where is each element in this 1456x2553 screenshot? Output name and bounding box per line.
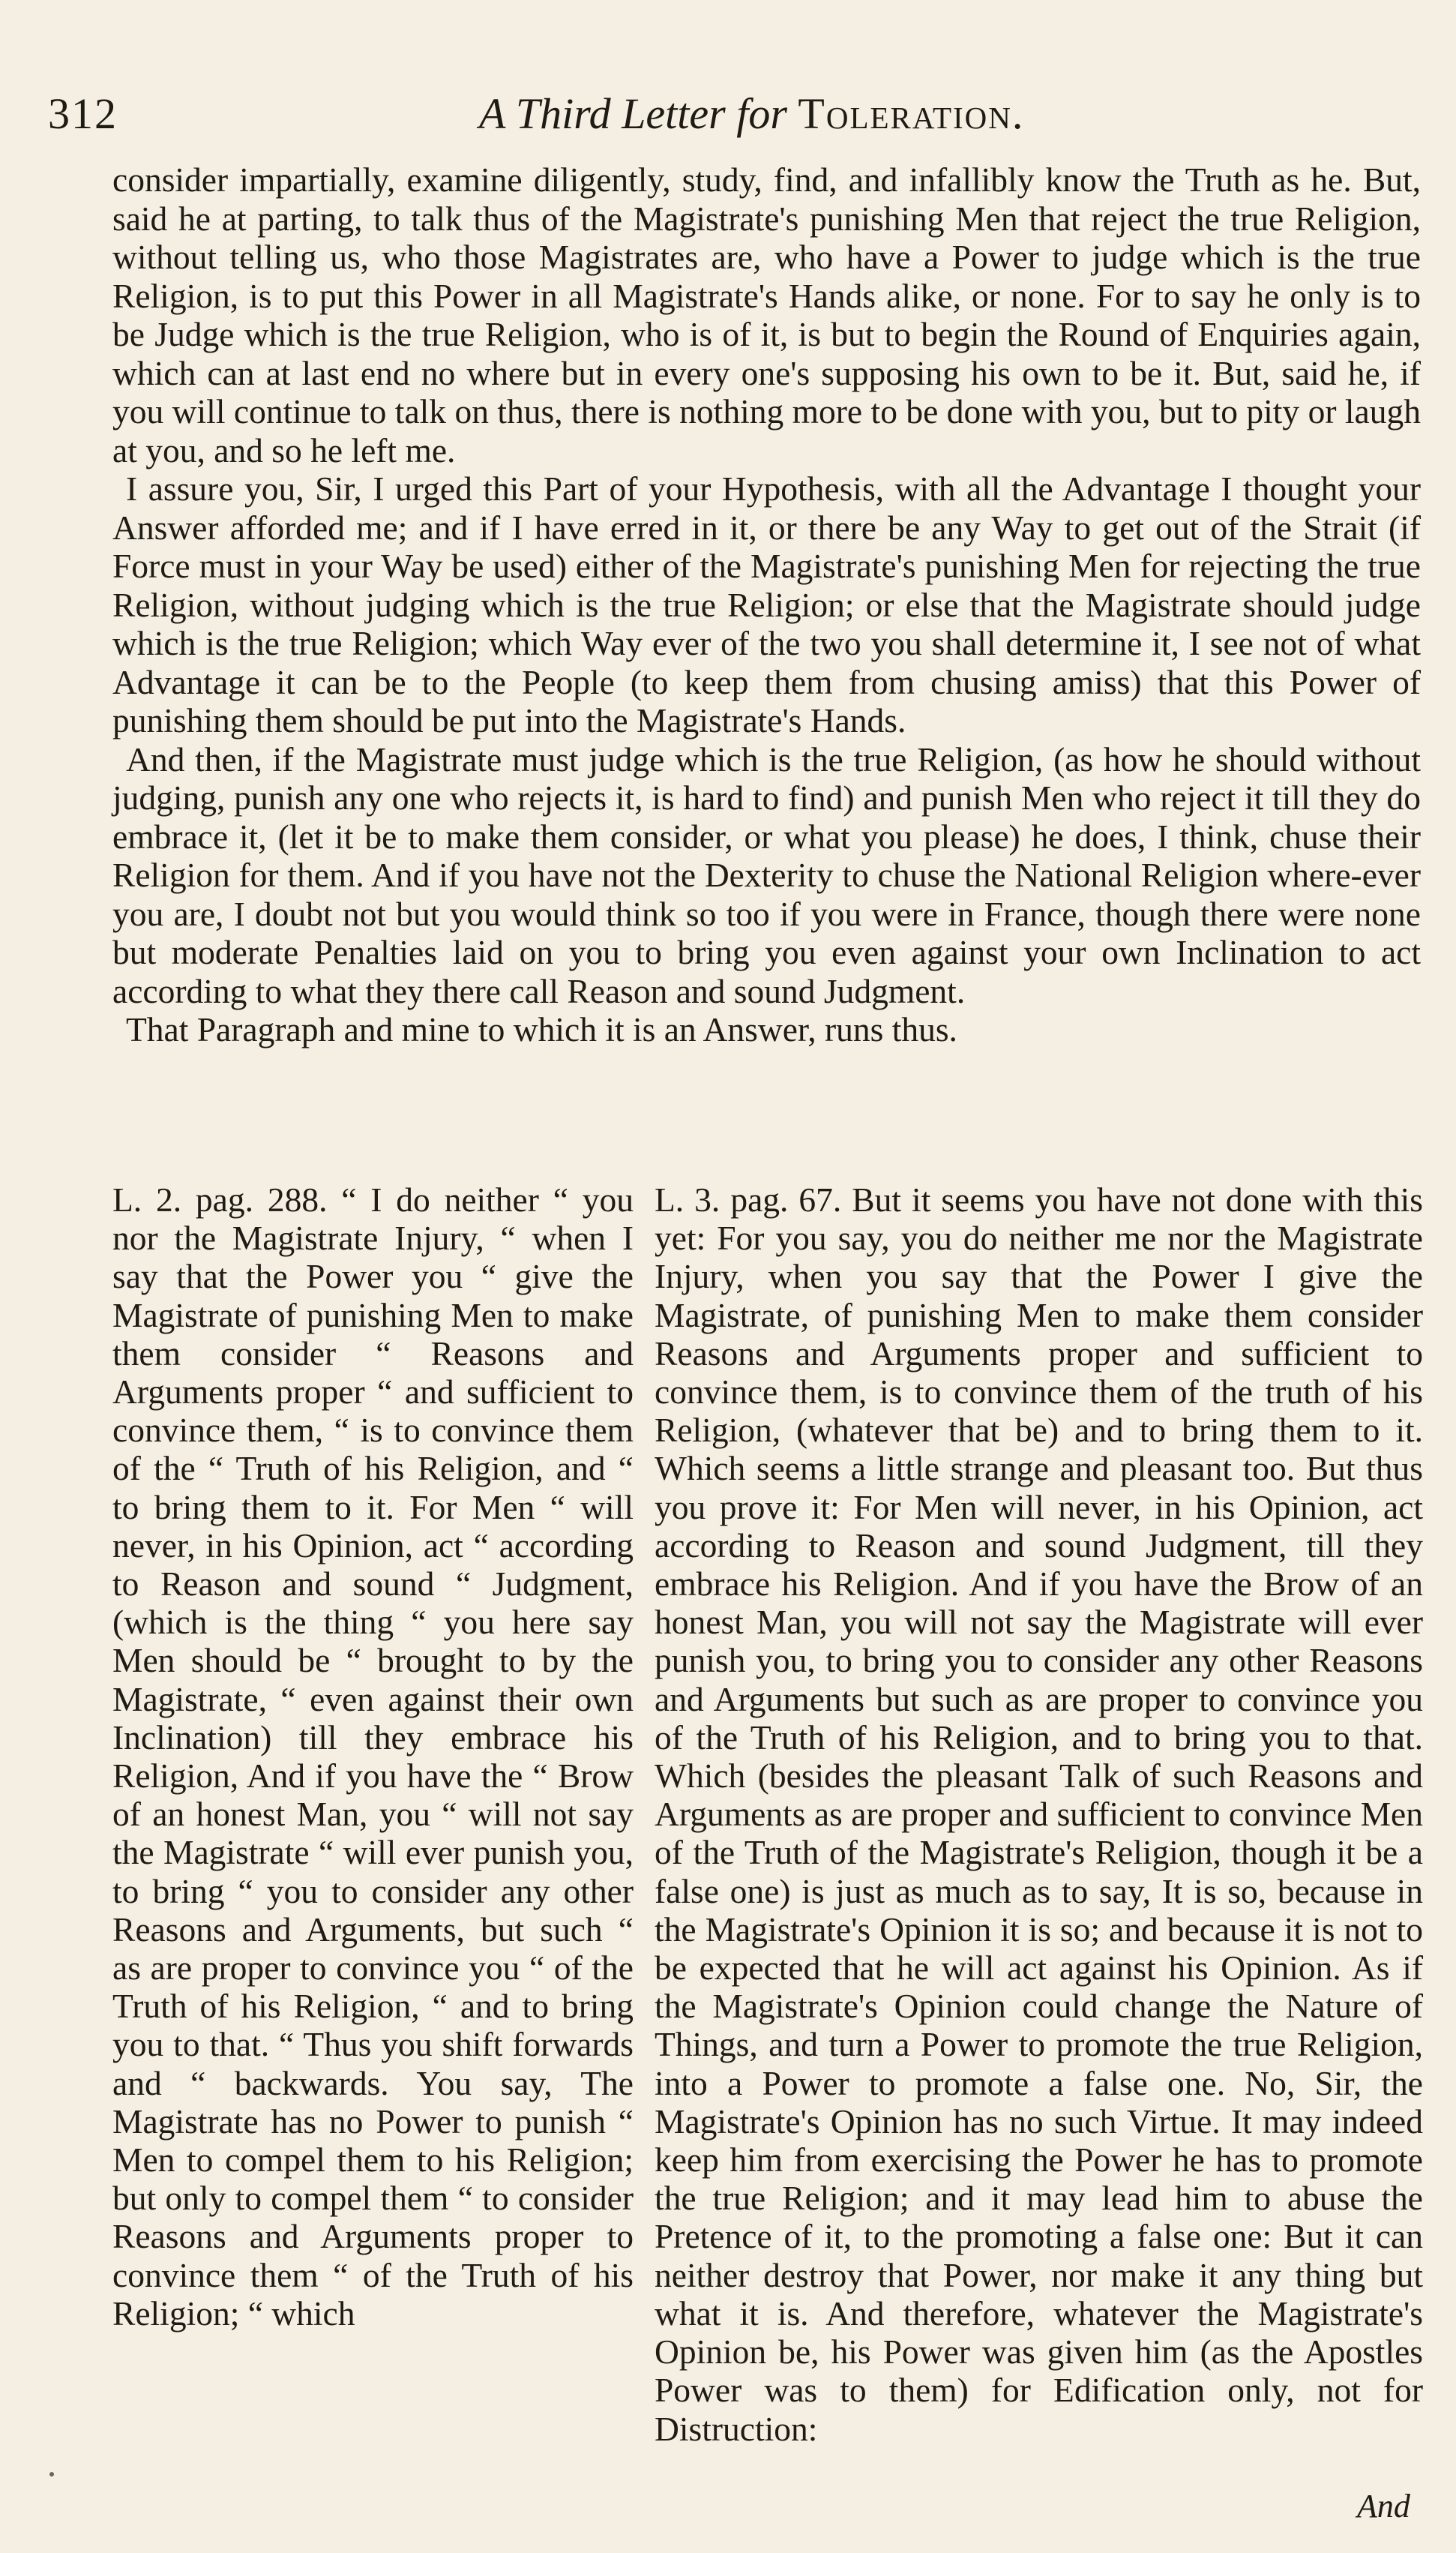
running-title-caps: Toleration. — [798, 89, 1025, 138]
running-title-italic: A Third Letter for — [479, 89, 787, 138]
running-header — [48, 88, 1368, 148]
paragraph-3: And then, if the Magistrate must judge which is the true Religion, (as how he should without judging, punish any one who rejects it, is hard to find) and punish Men who reject it till they do embrace it, (let it be to make them consider, or what you please) he does, I think, chuse their Religion for them. And if you have not the Dexterity to chuse the National Religion where-ever you are, I doubt not but you would think so too if you were in France, though there were none but moderate Penalties laid on you to bring you even against your own Inclination to act according to what they there call Reason and sound Judgment. — [112, 740, 1421, 1010]
paragraph-1: consider impartially, examine diligently, study, find, and infallibly know the Truth as he. But, said he at parting, to talk thus of the Magistrate's punishing Men that reject the true Religion, without telling us, who those Magistrates are, who have a Power to judge which is the true Religion, is to put this Power in all Magistrate's Hands alike, or none. For to say he only is to be Judge which is the true Religion, who is of it, is but to begin the Round of Enquiries again, which can at last end no where but in every one's supposing his own to be it. But, said he, if you will continue to talk on thus, there is nothing more to be done with you, but to pity or laugh at you, and so he left me. — [112, 160, 1421, 470]
paragraph-4: That Paragraph and mine to which it is an Answer, runs thus. — [126, 1010, 957, 1048]
catchword: And — [1357, 2488, 1410, 2524]
right-column-reply — [655, 1180, 1423, 2448]
right-column-text: L. 3. pag. 67. But it seems you have not done with this yet: For you say, you do neither me nor the Magistrate Injury, when you say that the Power I give the Magistrate, of punishing Men to make them consider Reasons and Arguments proper and sufficient to convince them, is to convince them of the truth of his Religion, (whatever that be) and to bring them to it. Which seems a little strange and pleasant too. But thus you prove it: For Men will never, in his Opinion, act according to Reason and sound Judgment, till they embrace his Religion. And if you have the Brow of an honest Man, you will not say the Magistrate will ever punish you, to bring you to consider any other Reasons and Arguments but such as are proper to convince you of the Truth of his Religion, and to bring you to that. Which (besides the pleasant Talk of such Reasons and Arguments as are proper and sufficient to convince Men of the Truth of the Magistrate's Religion, though it be a false one) is just as much as to say, It is so, because in the Magistrate's Opinion it is so; and because it is not to be expected that he will act against his Opinion. As if the Magistrate's Opinion could change the Nature of Things, and turn a Power to promote the true Religion, into a Power to promote a false one. No, Sir, the Magistrate's Opinion has no such Virtue. It may indeed keep him from exercising the Power he has to promote the true Religion; and it may lead him to abuse the Pretence of it, to the promoting a false one: But it can neither destroy that Power, nor make it any thing but what it is. And therefore, whatever the Magistrate's Opinion be, his Power was given him (as the Apostles Power was to them) for Edification only, not for Distruction: — [655, 1180, 1423, 2448]
left-column-quotation — [112, 1180, 634, 2332]
paragraph-2: I assure you, Sir, I urged this Part of your Hypothesis, with all the Advantage I thought your Answer afforded me; and if I have erred in it, or there be any Way to get out of the Strait (if Force must in your Way be used) either of the Magistrate's punishing Men for rejecting the true Religion, without judging which is the true Religion; or else that the Magistrate should judge which is the true Religion; which Way ever of the two you shall determine it, I see not of what Advantage it can be to the People (to keep them from chusing amiss) that this Power of punishing them should be put into the Magistrate's Hands. — [112, 470, 1421, 740]
main-text — [112, 160, 1421, 1049]
page-number: 312 — [48, 89, 118, 138]
paper-speck — [49, 2472, 54, 2476]
running-title — [479, 88, 1024, 139]
left-column-text: L. 2. pag. 288. “ I do neither “ you nor the Magistrate Injury, “ when I say that the Power you “ give the Magistrate of punishing Men to make them consider “ Reasons and Arguments proper “ and sufficient to convince them, “ is to convince them of the “ Truth of his Religion, and “ to bring them to it. For Men “ will never, in his Opinion, act “ according to Reason and sound “ Judgment, (which is the thing “ you here say Men should be “ brought to by the Magistrate, “ even against their own Inclination) till they embrace his Religion, And if you have the “ Brow of an honest Man, you “ will not say the Magistrate “ will ever punish you, to bring “ you to consider any other Reasons and Arguments, but such “ as are proper to convince you “ of the Truth of his Religion, “ and to bring you to that. “ Thus you shift forwards and “ backwards. You say, The Magistrate has no Power to punish “ Men to compel them to his Religion; but only to compel them “ to consider Reasons and Arguments proper to convince them “ of the Truth of his Religion; “ which — [112, 1180, 634, 2332]
